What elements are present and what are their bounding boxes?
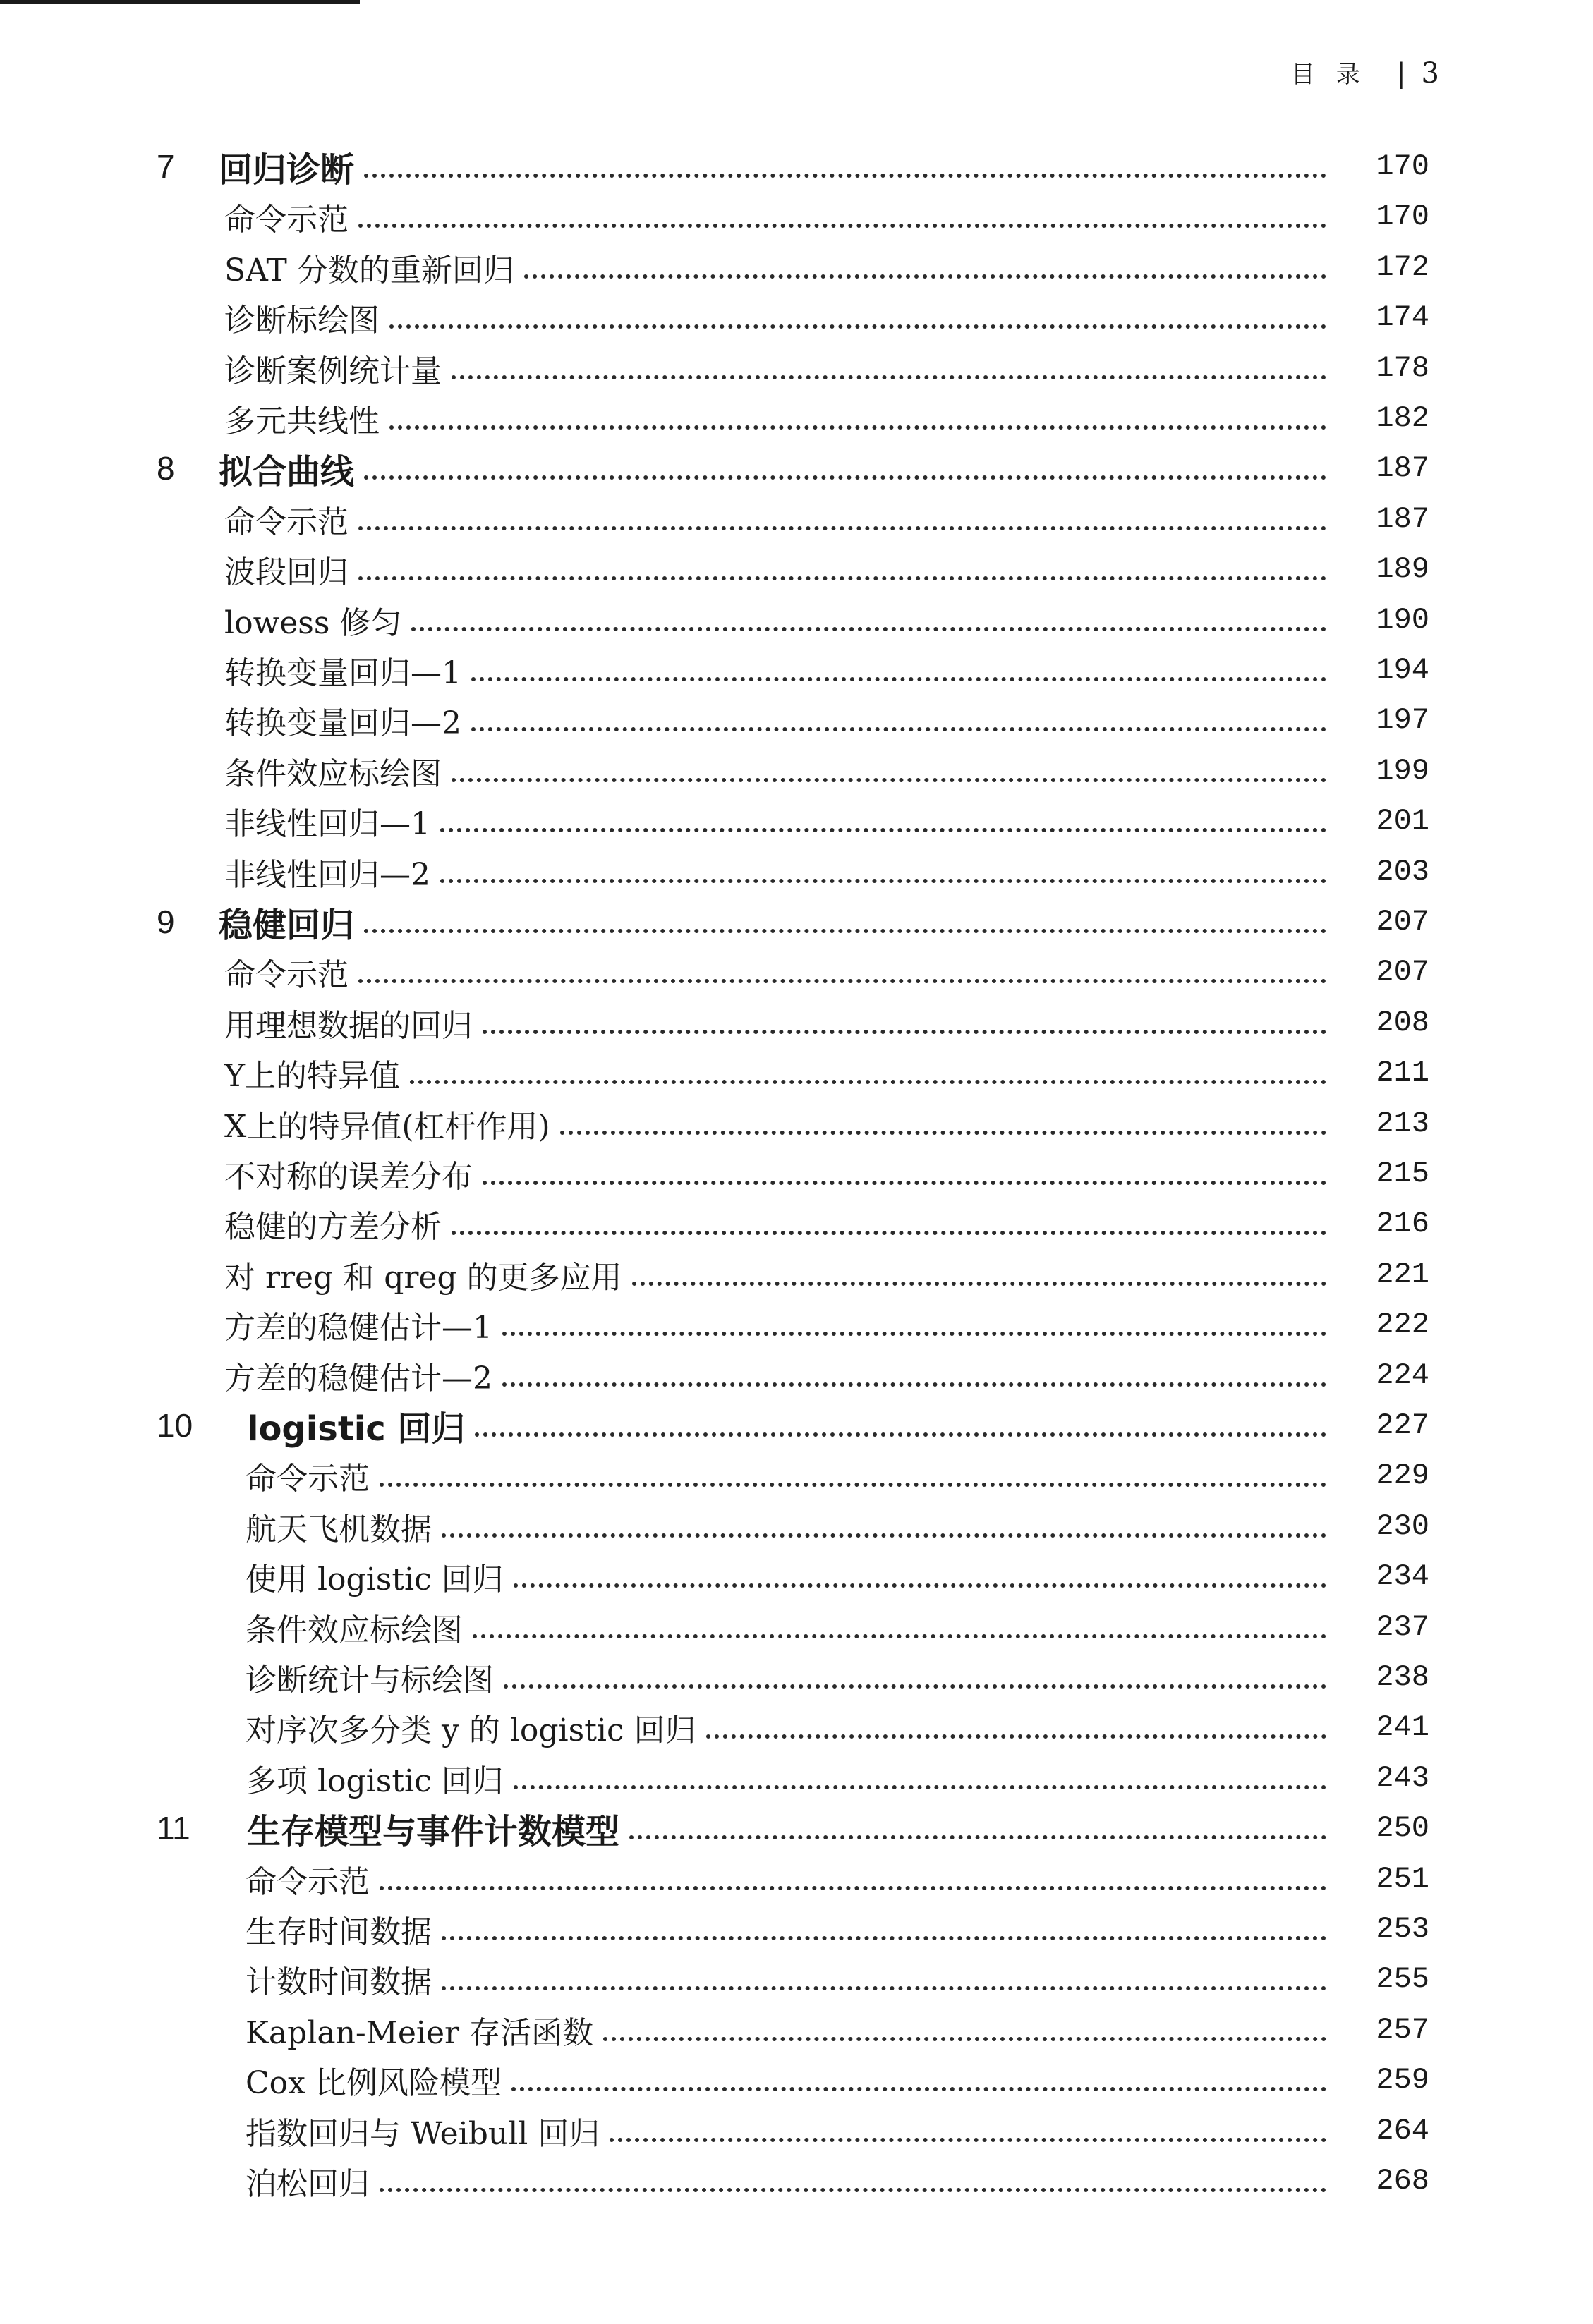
page-ref: 215 (1376, 1157, 1429, 1191)
toc-chapter-row[interactable] (0, 1803, 1593, 1854)
dot-leader (411, 627, 1326, 631)
dot-leader (410, 1080, 1326, 1084)
toc-section-row[interactable] (0, 1350, 1593, 1401)
page-ref: 187 (1376, 451, 1429, 486)
toc-chapter-row[interactable] (0, 896, 1593, 947)
toc-section-row[interactable] (0, 1602, 1593, 1653)
page-ref: 187 (1376, 501, 1429, 536)
dot-leader (380, 1886, 1326, 1890)
page-ref: 250 (1376, 1811, 1429, 1846)
toc-section-row[interactable] (0, 645, 1593, 695)
page-ref: 241 (1376, 1710, 1429, 1745)
section-title: 命令示范 (224, 957, 349, 994)
dot-leader (389, 425, 1326, 430)
dot-leader (358, 979, 1326, 983)
section-title: 泊松回归 (246, 2166, 370, 2202)
page-ref: 207 (1376, 955, 1429, 990)
section-title: 多项 logistic 回归 (246, 1763, 504, 1799)
toc-section-row[interactable] (0, 494, 1593, 545)
page-ref: 207 (1376, 905, 1429, 939)
section-title: 条件效应标绘图 (246, 1612, 463, 1648)
toc-section-row[interactable] (0, 947, 1593, 997)
dot-leader (610, 2138, 1326, 2142)
toc-section-row[interactable] (0, 1047, 1593, 1098)
section-title: 诊断标绘图 (224, 303, 380, 339)
toc-section-row[interactable] (0, 191, 1593, 242)
section-title: 诊断案例统计量 (224, 353, 442, 389)
dot-leader (502, 1382, 1326, 1387)
dot-leader (483, 1030, 1326, 1034)
dot-leader (380, 1483, 1326, 1487)
section-title: 计数时间数据 (246, 1964, 432, 2001)
toc-section-row[interactable] (0, 292, 1593, 343)
page-ref: 255 (1376, 1962, 1429, 1997)
toc-section-row[interactable] (0, 1551, 1593, 1602)
toc-section-row[interactable] (0, 1148, 1593, 1199)
page-ref: 172 (1376, 250, 1429, 284)
toc-section-row[interactable] (0, 2004, 1593, 2055)
toc-section-row[interactable] (0, 1098, 1593, 1149)
page-ref: 182 (1376, 401, 1429, 435)
chapter-title: logistic 回归 (247, 1409, 466, 1449)
page-ref: 237 (1376, 1610, 1429, 1644)
scan-edge-line (0, 0, 360, 4)
chapter-number: 9 (157, 904, 175, 940)
page-ref: 268 (1376, 2164, 1429, 2198)
page-ref: 213 (1376, 1106, 1429, 1140)
dot-leader (524, 274, 1326, 279)
section-title: 非线性回归—1 (224, 806, 430, 843)
dot-leader (706, 1734, 1326, 1739)
page-ref: 199 (1376, 753, 1429, 788)
section-title: 方差的稳健估计—1 (224, 1310, 492, 1346)
toc-section-row[interactable] (0, 2155, 1593, 2206)
toc-section-row[interactable] (0, 796, 1593, 846)
toc-chapter-row[interactable] (0, 443, 1593, 494)
dot-leader (452, 1231, 1326, 1235)
chapter-number: 10 (157, 1407, 193, 1444)
section-title: 多元共线性 (224, 403, 380, 439)
page-ref: 203 (1376, 854, 1429, 889)
dot-leader (440, 828, 1326, 832)
section-title: 生存时间数据 (246, 1914, 432, 1950)
toc-section-row[interactable] (0, 997, 1593, 1048)
page-ref: 208 (1376, 1005, 1429, 1040)
toc-section-row[interactable] (0, 393, 1593, 444)
dot-leader (502, 1332, 1326, 1336)
chapter-number: 11 (157, 1810, 190, 1847)
section-title: 命令示范 (224, 504, 349, 540)
dot-leader (364, 929, 1326, 933)
page-ref: 211 (1376, 1056, 1429, 1090)
toc-chapter-row[interactable] (0, 141, 1593, 192)
section-title: 非线性回归—2 (224, 856, 430, 893)
page-ref: 243 (1376, 1760, 1429, 1795)
toc-section-row[interactable] (0, 2055, 1593, 2105)
dot-leader (629, 1835, 1326, 1839)
toc-section-row[interactable] (0, 544, 1593, 595)
section-title: 波段回归 (224, 554, 349, 591)
chapter-number: 7 (157, 148, 175, 185)
toc-section-row[interactable] (0, 846, 1593, 897)
section-title: 转换变量回归—2 (224, 705, 461, 742)
section-title: 使用 logistic 回归 (246, 1562, 504, 1598)
dot-leader (358, 224, 1326, 228)
toc-section-row[interactable] (0, 1954, 1593, 2004)
page-ref: 194 (1376, 653, 1429, 687)
page-ref: 197 (1376, 703, 1429, 738)
dot-leader (442, 1533, 1326, 1538)
dot-leader (452, 778, 1326, 782)
dot-leader (358, 576, 1326, 580)
dot-leader (504, 1684, 1326, 1689)
section-title: 用理想数据的回归 (224, 1007, 473, 1044)
running-head (1291, 55, 1439, 90)
section-title: 指数回归与 Weibull 回归 (246, 2115, 600, 2152)
dot-leader (389, 324, 1326, 329)
page-ref: 238 (1376, 1660, 1429, 1694)
dot-leader (632, 1282, 1326, 1286)
toc-chapter-row[interactable] (0, 1400, 1593, 1451)
toc-section-row[interactable] (0, 1501, 1593, 1552)
dot-leader (475, 1432, 1326, 1437)
section-title: 方差的稳健估计—2 (224, 1360, 492, 1397)
page-ref: 222 (1376, 1308, 1429, 1342)
toc-section-row[interactable] (0, 1702, 1593, 1753)
page-ref: 189 (1376, 552, 1429, 587)
page-ref: 257 (1376, 2012, 1429, 2047)
toc-section-row[interactable] (0, 242, 1593, 293)
page-number: 3 (1421, 57, 1439, 90)
page-ref: 178 (1376, 351, 1429, 385)
section-title: 诊断统计与标绘图 (246, 1662, 494, 1698)
toc-section-row[interactable] (0, 695, 1593, 746)
dot-leader (364, 174, 1326, 178)
dot-leader (473, 1634, 1326, 1638)
dot-leader (471, 677, 1326, 681)
page-ref: 229 (1376, 1459, 1429, 1493)
page-ref: 216 (1376, 1207, 1429, 1241)
section-title: 稳健的方差分析 (224, 1209, 442, 1246)
toc-section-row[interactable] (0, 2105, 1593, 2156)
toc-section-row[interactable] (0, 1249, 1593, 1300)
dot-leader (380, 2188, 1326, 2192)
page-ref: 251 (1376, 1861, 1429, 1896)
page-ref: 224 (1376, 1358, 1429, 1392)
page-ref: 201 (1376, 804, 1429, 839)
dot-leader (560, 1131, 1326, 1135)
chapter-number: 8 (157, 450, 175, 487)
toc-section-row[interactable] (0, 1652, 1593, 1703)
page-ref: 170 (1376, 150, 1429, 183)
page-ref: 174 (1376, 300, 1429, 335)
page-ref: 227 (1376, 1409, 1429, 1442)
toc-section-row[interactable] (0, 1198, 1593, 1249)
chapter-title: 拟合曲线 (219, 451, 355, 492)
dot-leader (440, 879, 1326, 883)
section-title: Kaplan-Meier 存活函数 (246, 2014, 594, 2051)
section-title: 对 rreg 和 qreg 的更多应用 (224, 1259, 622, 1296)
section-title: 命令示范 (224, 202, 349, 238)
section-title: 航天飞机数据 (246, 1511, 432, 1547)
section-title: 条件效应标绘图 (224, 755, 442, 792)
dot-leader (471, 727, 1326, 731)
chapter-title: 回归诊断 (219, 150, 355, 190)
section-title: lowess 修匀 (224, 604, 402, 641)
page-ref: 170 (1376, 200, 1429, 234)
dot-leader (514, 1583, 1326, 1588)
page-ref: 230 (1376, 1509, 1429, 1543)
section-title: 命令示范 (246, 1863, 370, 1900)
page-ref: 259 (1376, 2063, 1429, 2098)
chapter-title: 生存模型与事件计数模型 (247, 1811, 620, 1851)
section-title: Cox 比例风险模型 (246, 2065, 502, 2102)
dot-leader (442, 1986, 1326, 1990)
section-title: Y上的特异值 (224, 1058, 401, 1095)
chapter-title: 稳健回归 (219, 905, 355, 945)
dot-leader (364, 475, 1326, 480)
toc-section-row[interactable] (0, 1299, 1593, 1350)
section-title: 对序次多分类 y 的 logistic 回归 (246, 1712, 696, 1749)
page-ref: 221 (1376, 1257, 1429, 1291)
dot-leader (358, 526, 1326, 530)
dot-leader (442, 1936, 1326, 1940)
toc-section-row[interactable] (0, 1753, 1593, 1803)
toc-section-row[interactable] (0, 343, 1593, 394)
dot-leader (483, 1181, 1326, 1185)
toc-section-row[interactable] (0, 1904, 1593, 1954)
section-title: SAT 分数的重新回归 (224, 252, 514, 288)
page-ref: 234 (1376, 1559, 1429, 1594)
page-ref: 264 (1376, 2113, 1429, 2148)
page-ref: 253 (1376, 1912, 1429, 1946)
section-title: 命令示范 (246, 1461, 370, 1497)
dot-leader (514, 1785, 1326, 1789)
dot-leader (511, 2087, 1326, 2091)
page-ref: 190 (1376, 602, 1429, 637)
dot-leader (452, 375, 1326, 379)
running-head-separator: | (1396, 58, 1406, 89)
section-title: 不对称的误差分布 (224, 1159, 473, 1195)
toc-section-row[interactable] (0, 595, 1593, 645)
toc-section-row[interactable] (0, 1450, 1593, 1501)
dot-leader (603, 2037, 1326, 2041)
running-head-title: 目录 (1290, 61, 1381, 89)
section-title: X上的特异值(杠杆作用) (224, 1108, 550, 1145)
toc-section-row[interactable] (0, 1854, 1593, 1904)
section-title: 转换变量回归—1 (224, 655, 461, 691)
toc-section-row[interactable] (0, 746, 1593, 796)
